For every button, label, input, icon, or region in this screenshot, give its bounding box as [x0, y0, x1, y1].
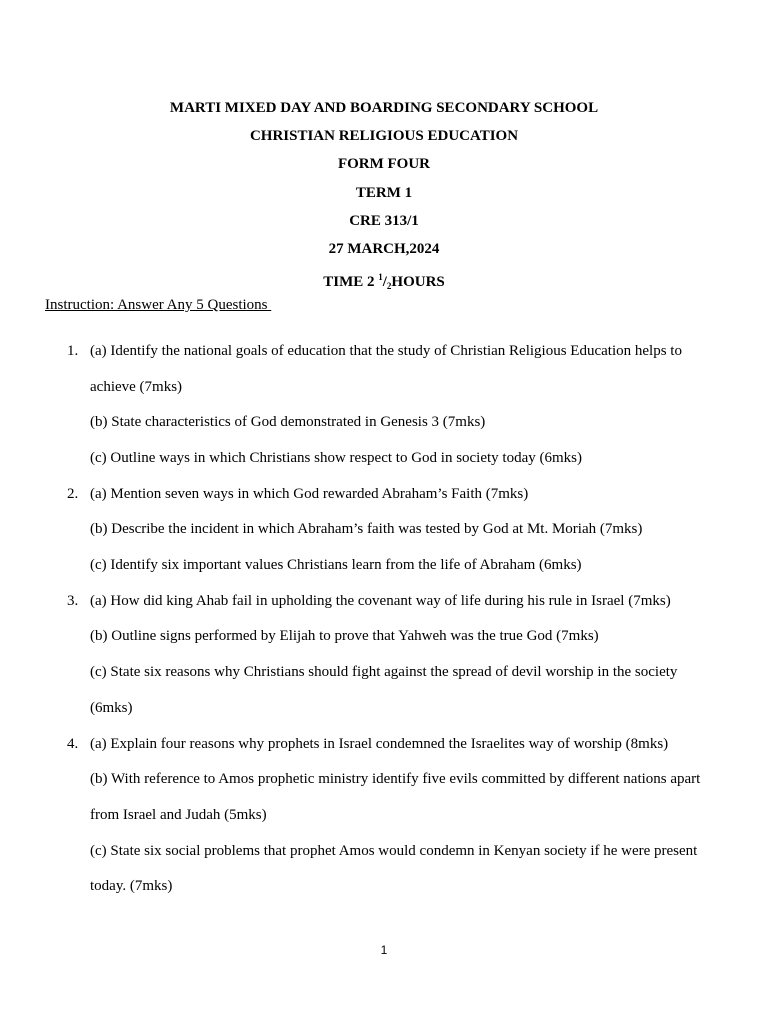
question-line: (a) Identify the national goals of education that the study of Christian Religious Education helps to: [90, 343, 682, 359]
term: TERM 1: [355, 185, 413, 201]
paper-code: CRE 313/1: [349, 213, 419, 229]
exam-duration: [0, 268, 768, 295]
question-line: today. (7mks): [90, 878, 173, 894]
duration-slash: /: [382, 274, 387, 290]
page-number: 1: [380, 943, 388, 957]
question-line: (a) How did king Ahab fail in upholding the covenant way of life during his rule in Israel (7mks): [90, 593, 671, 609]
question-line: (b) Outline signs performed by Elijah to prove that Yahweh was the true God (7mks): [90, 628, 599, 644]
duration-suffix: HOURS: [391, 274, 445, 290]
question-number: 2.: [67, 486, 79, 502]
exam-date: 27 MARCH,2024: [328, 241, 440, 257]
duration-prefix: TIME 2: [323, 274, 379, 290]
question-line: (c) Identify six important values Christians learn from the life of Abraham (6mks): [90, 557, 582, 573]
question-line: (6mks): [90, 700, 133, 716]
question-line: (c) State six social problems that prophet Amos would condemn in Kenyan society if he were present: [90, 843, 698, 859]
question-line: (a) Mention seven ways in which God rewarded Abraham’s Faith (7mks): [90, 486, 529, 502]
question-line: achieve (7mks): [90, 379, 183, 395]
question-number: 1.: [67, 343, 79, 359]
question-number: 4.: [67, 736, 79, 752]
question-line: from Israel and Judah (5mks): [90, 807, 267, 823]
question-number: 3.: [67, 593, 79, 609]
instruction: Instruction: Answer Any 5 Questions: [45, 297, 272, 313]
school-name: MARTI MIXED DAY AND BOARDING SECONDARY SCHOOL: [169, 100, 599, 116]
question-line: (c) Outline ways in which Christians show respect to God in society today (6mks): [90, 450, 582, 466]
subject-title: CHRISTIAN RELIGIOUS EDUCATION: [249, 128, 519, 144]
form-level: FORM FOUR: [337, 156, 431, 172]
question-line: (b) With reference to Amos prophetic ministry identify five evils committed by different nations apart: [90, 771, 701, 787]
question-line: (b) Describe the incident in which Abraham’s faith was tested by God at Mt. Moriah (7mks): [90, 521, 643, 537]
question-line: (c) State six reasons why Christians should fight against the spread of devil worship in the society: [90, 664, 678, 680]
question-line: (a) Explain four reasons why prophets in Israel condemned the Israelites way of worship (8mks): [90, 736, 669, 752]
duration-numerator: 1: [378, 272, 383, 282]
question-line: (b) State characteristics of God demonstrated in Genesis 3 (7mks): [90, 414, 486, 430]
duration-denominator: 2: [386, 281, 392, 291]
